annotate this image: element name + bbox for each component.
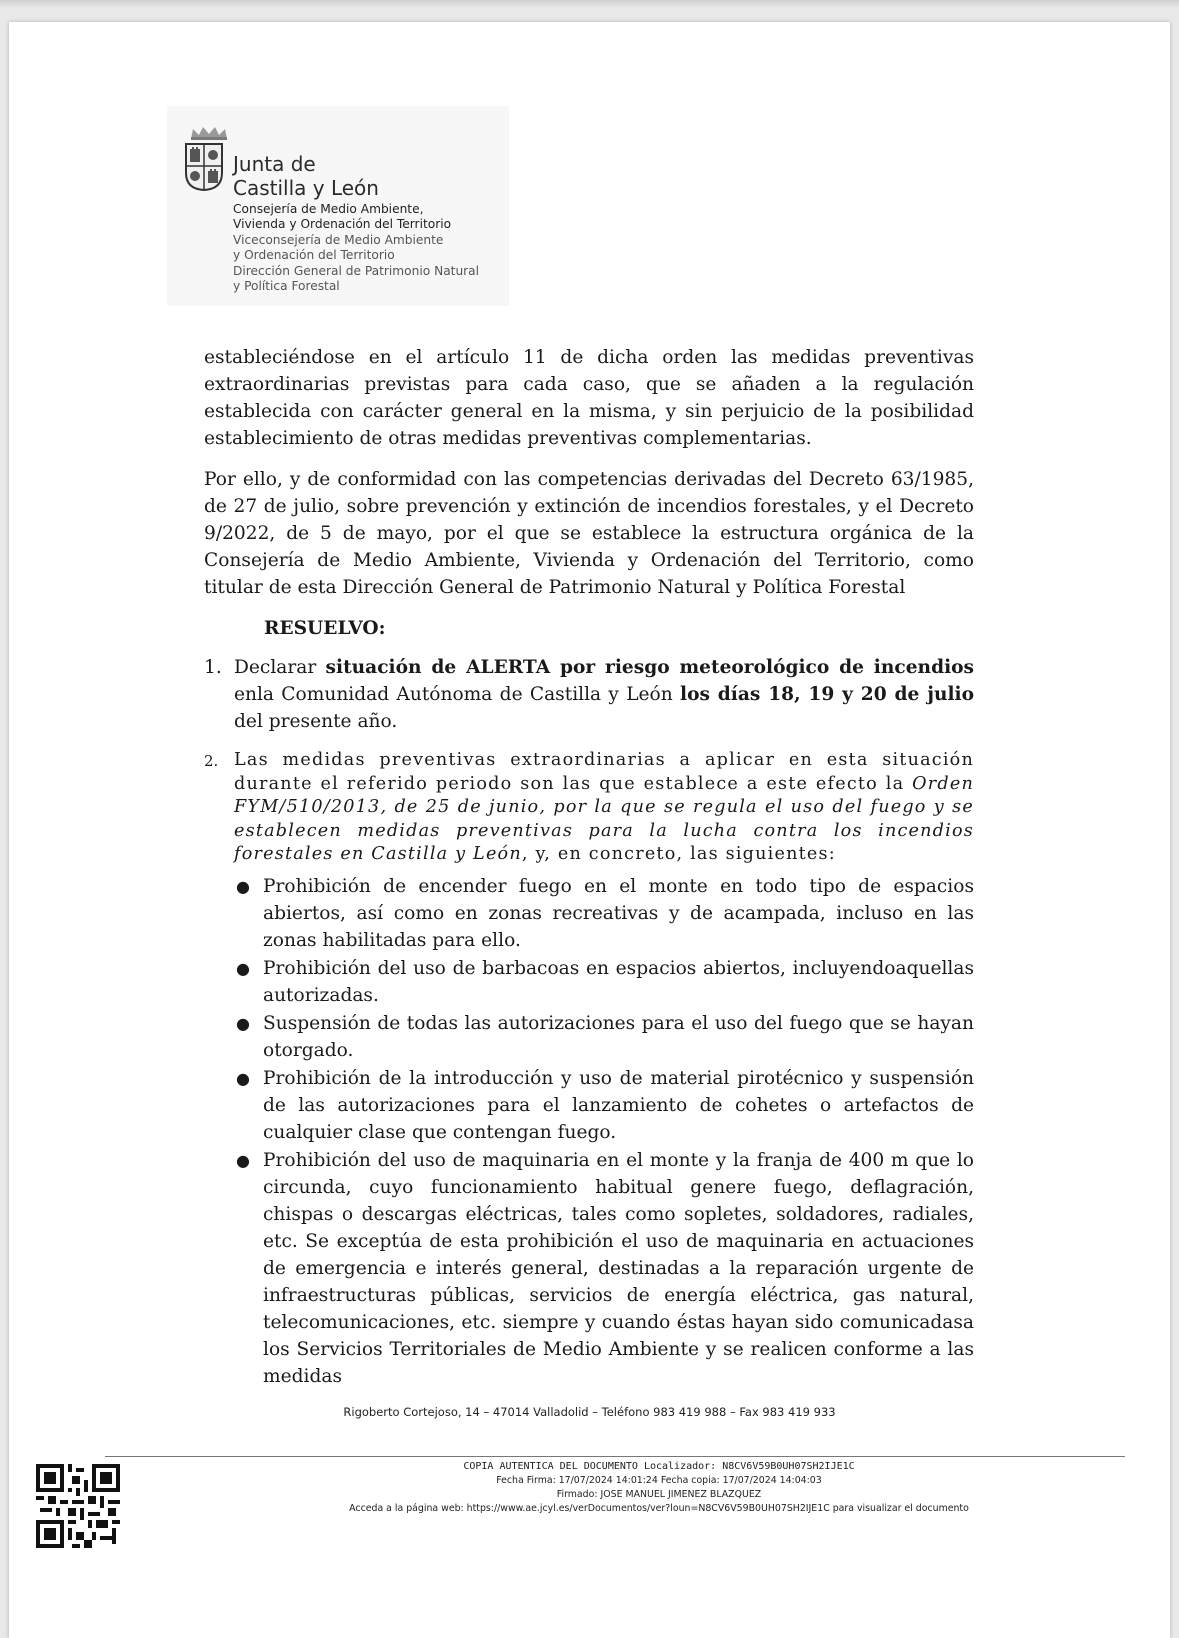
measure-item: [234, 873, 974, 954]
document-page: [9, 22, 1170, 1638]
paragraph-1: estableciéndose en el artículo 11 de dicha orden las medidas preventivas extraordinarias previstas para cada caso, que se añaden a la regulación establecida con carácter general en la misma, y sin perjuicio de la posibilidad establecimiento de otras medidas preventivas complementarias.: [204, 347, 974, 449]
item-text: del presente año.: [234, 711, 398, 732]
measure-text: Prohibición de la introducción y uso de material pirotécnico y suspensión de las autorizaciones para el lanzamiento de cohetes o artefactos de cualquier clase que contengan fuego.: [263, 1067, 974, 1143]
dept-line: Viceconsejería de Medio Ambiente: [233, 233, 444, 248]
organization-name: [233, 152, 379, 200]
dept-line: Dirección General de Patrimonio Natural: [233, 264, 480, 279]
authentic-copy-block: [209, 1460, 1109, 1516]
org-name-line-2: Castilla y León: [233, 176, 379, 200]
dept-line: y Ordenación del Territorio: [233, 247, 395, 262]
measure-text: Prohibición de encender fuego en el monte en todo tipo de espacios abiertos, así como en zonas recreativas y de acampada, incluso en las zonas habilitadas para ello.: [263, 875, 974, 951]
crown-icon: [189, 126, 229, 140]
coat-of-arms-icon: [185, 143, 223, 191]
resolution-item-1: [204, 654, 974, 735]
item-text: Declarar: [234, 657, 326, 678]
vice-department-group: [233, 233, 479, 262]
item-text: , y, en concreto, las siguientes:: [521, 844, 836, 864]
measure-text: Prohibición del uso de maquinaria en el monte y la franja de 400 m que lo circunda, cuyo funcionamiento habitual genere fuego, deflagración, chispas o descargas eléctricas, tales como sopletes, soldadores, radiales, etc. Se exceptúa de esta prohibición el uso de maquinaria en actuaciones de emergencia e interés general, destinadas a la reparación urgente de infraestructuras públicas, servicios de energía eléctrica, gas natural, telecomunicaciones, etc. siempre y cuando éstas hayan sido comunicadasa los Servicios Territoriales de Medio Ambiente y se realicen conforme a las medidas: [263, 1149, 974, 1387]
directorate-group: [233, 264, 479, 293]
verification-url-line[interactable]: Acceda a la página web: https://www.ae.jcyl.es/verDocumentos/ver?loun=N8CV6V59B0UH07SH2IJE1C para visualizar el documento: [349, 1503, 969, 1514]
department-lines: [233, 202, 479, 296]
copy-locator-line: COPIA AUTENTICA DEL DOCUMENTO Localizador: N8CV6V59B0UH07SH2IJE1C: [463, 1461, 855, 1472]
measure-item: [234, 1065, 974, 1146]
item-italic-text: Orden FYM/510/2013, de 25 de junio, por la que se regula el uso del fuego y se establecen medidas preventivas para la lucha contra los incendios forestales en Castilla y León: [234, 773, 974, 864]
paragraph-2: Por ello, y de conformidad con las competencias derivadas del Decreto 63/1985, de 27 de julio, sobre prevención y extinción de incendios forestales, y el Decreto 9/2022, de 5 de mayo, por el que se establece la estructura orgánica de la Consejería de Medio Ambiente, Vivienda y Ordenación del Territorio, como titular de esta Dirección General de Patrimonio Natural y Política Forestal: [204, 469, 974, 598]
bullet-icon: ●: [236, 958, 250, 978]
header-logo-block: [167, 106, 509, 306]
bullet-icon: ●: [236, 1150, 250, 1170]
bullet-icon: ●: [236, 1013, 250, 1033]
org-name-line-1: Junta de: [233, 152, 316, 176]
dept-line: y Política Forestal: [233, 278, 340, 293]
item-text: Las medidas preventivas extraordinarias a aplicar en esta situación durante el referido periodo son las que establece a este efecto la: [234, 750, 974, 794]
dept-line: Consejería de Medio Ambiente,: [233, 202, 424, 216]
bullet-icon: ●: [236, 1068, 250, 1088]
footer-address: Rigoberto Cortejoso, 14 – 47014 Valladolid – Teléfono 983 419 988 – Fax 983 419 933: [343, 1405, 836, 1419]
qr-code-icon[interactable]: [36, 1464, 120, 1548]
bullet-icon: ●: [236, 876, 250, 896]
signed-by-line: Firmado: JOSE MANUEL JIMENEZ BLAZQUEZ: [556, 1489, 762, 1500]
document-body: [204, 344, 974, 1391]
measure-item: [234, 955, 974, 1009]
resuelvo-heading: RESUELVO:: [264, 618, 386, 639]
measures-list: [204, 873, 974, 1390]
item-number: 1.: [204, 657, 222, 678]
signature-dates-line: Fecha Firma: 17/07/2024 14:01:24 Fecha copia: 17/07/2024 14:04:03: [496, 1475, 822, 1486]
measure-text: Prohibición del uso de barbacoas en espacios abiertos, incluyendoaquellas autorizadas.: [263, 957, 974, 1006]
resolution-item-2: [204, 749, 974, 867]
viewer-top-bar: [0, 0, 1179, 8]
measure-item: [234, 1010, 974, 1064]
item-text: enla Comunidad Autónoma de Castilla y León: [234, 684, 681, 705]
measure-text: Suspensión de todas las autorizaciones para el uso del fuego que se hayan otorgado.: [263, 1012, 974, 1061]
signature-divider: [105, 1456, 1125, 1457]
dept-line: Vivienda y Ordenación del Territorio: [233, 216, 452, 231]
department-group: [233, 202, 479, 231]
item-bold-text: los días 18, 19 y 20 de julio: [680, 684, 974, 705]
measure-item: [234, 1147, 974, 1390]
item-bold-text: situación de ALERTA por riesgo meteorológico de incendios: [325, 657, 974, 678]
item-number: 2.: [204, 752, 219, 770]
